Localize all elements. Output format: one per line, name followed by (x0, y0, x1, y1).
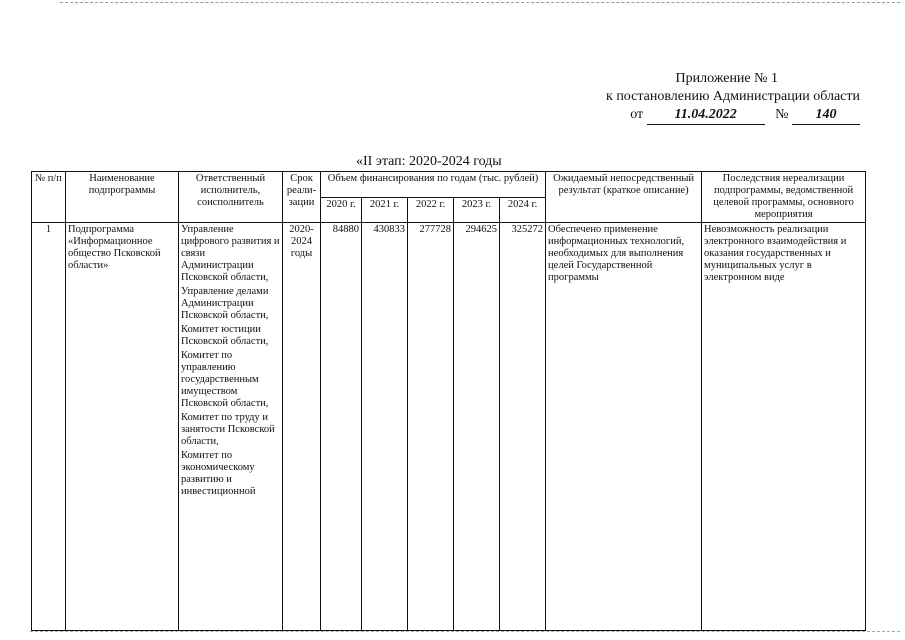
funding-2023: 294625 (454, 223, 500, 631)
header-year: 2024 г. (500, 197, 546, 223)
stage-title: «II этап: 2020-2024 годы (356, 154, 502, 169)
header-year: 2021 г. (362, 197, 408, 223)
table-header-row (32, 172, 866, 198)
header-name: Наименование подпрограммы (66, 172, 179, 223)
row-term: 2020-2024 годы (283, 223, 321, 631)
appendix-header (560, 70, 860, 125)
number-label: № (775, 107, 789, 122)
table-row (32, 223, 866, 631)
row-num: 1 (32, 223, 66, 631)
header-funding: Объем финансирования по годам (тыс. рублей) (321, 172, 546, 198)
scan-bottom-edge (30, 631, 900, 632)
executor-item: Комитет по труду и занятости Псковской области, (181, 412, 275, 447)
executor-item: Управление цифрового развития и связи Администрации Псковской области, (181, 224, 280, 283)
header-result: Ожидаемый непосредственный результат (краткое описание) (546, 172, 702, 223)
header-year: 2020 г. (321, 197, 362, 223)
header-term: Срок реали-зации (283, 172, 321, 223)
funding-2022: 277728 (408, 223, 454, 631)
appendix-title: Приложение № 1 (675, 71, 778, 86)
header-consequences: Последствия нереализации подпрограммы, ведомственной целевой программы, основного мероприятия (702, 172, 866, 223)
from-label: от (630, 107, 644, 122)
executor-item: Комитет по экономическому развитию и инвестиционной (181, 450, 256, 497)
row-consequences: Невозможность реализации электронного взаимодействия и оказания государственных и муниципальных услуг в электронном виде (702, 223, 866, 631)
executor-item: Управление делами Администрации Псковской области, (181, 286, 269, 321)
executor-item: Комитет по управлению государственным имуществом Псковской области, (181, 350, 269, 409)
handwritten-number: 140 (792, 106, 860, 125)
header-year: 2023 г. (454, 197, 500, 223)
funding-2021: 430833 (362, 223, 408, 631)
scan-top-edge (60, 2, 900, 3)
row-subprogram-name: Подпрограмма «Информационное общество Псковской области» (66, 223, 179, 631)
executor-item: Комитет юстиции Псковской области, (181, 324, 269, 347)
header-executor: Ответственный исполнитель, соисполнитель (179, 172, 283, 223)
handwritten-date: 11.04.2022 (647, 106, 765, 125)
appendix-date-line (560, 106, 860, 125)
funding-table (31, 171, 866, 631)
funding-2020: 84880 (321, 223, 362, 631)
header-year: 2022 г. (408, 197, 454, 223)
row-expected-result: Обеспечено применение информационных технологий, необходимых для выполнения целей Государственной программы (546, 223, 702, 631)
appendix-resolution-line: к постановлению Администрации области (606, 89, 860, 104)
header-num: № п/п (32, 172, 66, 223)
row-executors (179, 223, 283, 631)
funding-2024: 325272 (500, 223, 546, 631)
